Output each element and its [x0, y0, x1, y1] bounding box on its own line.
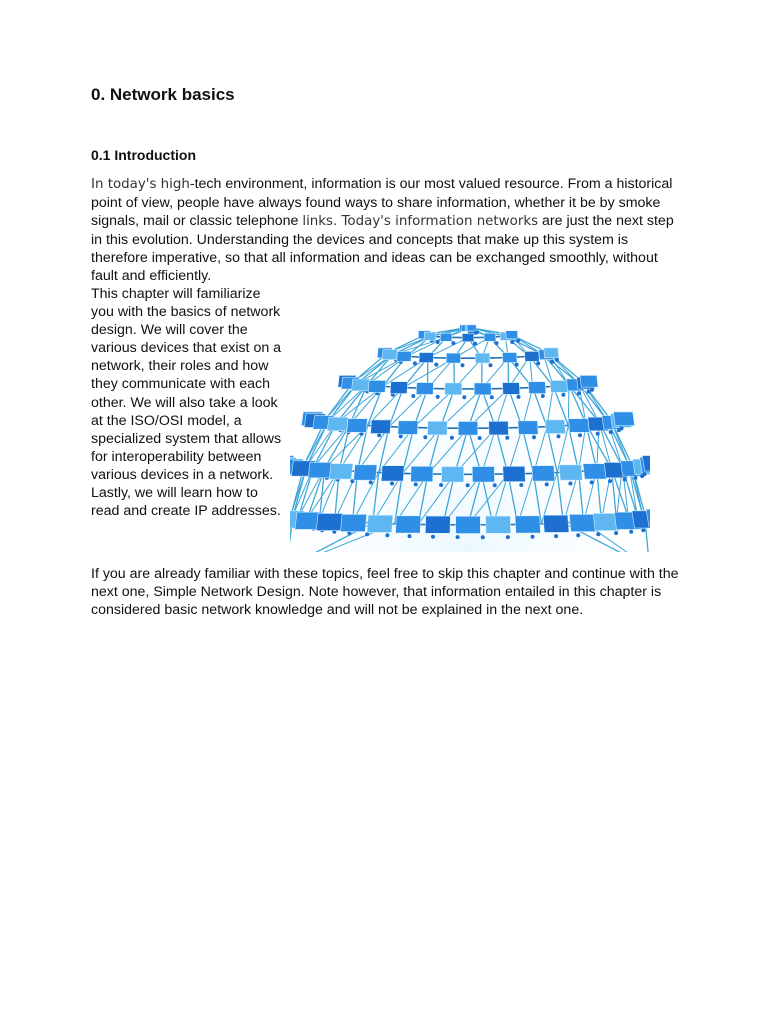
network-node	[474, 383, 491, 395]
network-node	[613, 412, 634, 426]
network-joint	[456, 535, 460, 539]
network-node	[543, 515, 569, 532]
network-joint	[466, 483, 470, 487]
network-joint	[399, 434, 403, 438]
network-joint	[545, 482, 549, 486]
network-joint	[596, 432, 600, 436]
section-title: 0.1 Introduction	[91, 147, 196, 163]
network-node	[368, 381, 386, 393]
network-joint	[414, 482, 418, 486]
network-joint	[577, 391, 581, 395]
network-joint	[555, 358, 559, 362]
network-node	[550, 381, 568, 393]
network-node	[327, 417, 348, 431]
network-joint	[493, 483, 497, 487]
network-joint	[517, 395, 521, 399]
network-joint	[451, 341, 455, 345]
network-node	[347, 419, 368, 433]
network-joint	[516, 339, 520, 343]
network-node	[559, 465, 582, 480]
network-joint	[510, 340, 514, 344]
network-joint	[576, 533, 580, 537]
network-joint	[641, 528, 645, 532]
network-node	[506, 331, 518, 339]
network-node	[528, 382, 546, 394]
network-joint	[620, 426, 624, 430]
network-node	[486, 516, 511, 533]
network-node	[484, 333, 496, 341]
network-node	[382, 350, 397, 360]
network-node	[329, 464, 353, 479]
network-node	[381, 466, 404, 481]
network-joint	[515, 363, 519, 367]
network-joint	[436, 395, 440, 399]
network-joint	[550, 360, 554, 364]
network-node	[502, 353, 517, 363]
intro-end: are just the next step in this evolution. Understanding the devices and concepts that make up this system is therefore imperative, so that all information and ideas can be exchanged smoothly, without fault and efficiently.	[91, 213, 674, 285]
network-node	[456, 516, 481, 533]
network-node	[545, 420, 565, 434]
network-joint	[408, 534, 412, 538]
network-joint	[481, 535, 485, 539]
network-joint	[478, 436, 482, 440]
network-joint	[411, 394, 415, 398]
network-node	[458, 422, 477, 436]
network-node	[489, 421, 509, 435]
network-joint	[505, 436, 509, 440]
chapter-title: 0. Network basics	[91, 85, 235, 104]
network-joint	[434, 363, 438, 367]
network-joint	[365, 532, 369, 536]
network-joint	[475, 330, 479, 334]
network-joint	[634, 476, 638, 480]
network-node	[340, 514, 366, 531]
network-node	[308, 462, 332, 477]
network-joint	[596, 532, 600, 536]
network-node	[518, 421, 538, 435]
network-joint	[642, 472, 646, 476]
network-node	[425, 516, 450, 533]
network-node	[475, 353, 489, 363]
network-node	[395, 516, 420, 533]
network-joint	[489, 363, 493, 367]
network-node	[416, 383, 433, 395]
network-joint	[608, 479, 612, 483]
network-node	[316, 513, 343, 530]
network-node	[428, 421, 448, 435]
network-joint	[568, 482, 572, 486]
network-joint	[377, 433, 381, 437]
network-node	[472, 467, 494, 482]
network-node	[580, 375, 598, 387]
network-node	[371, 420, 391, 434]
network-joint	[557, 434, 561, 438]
network-joint	[532, 435, 536, 439]
network-globe-icon	[290, 318, 650, 552]
intro-paragraph	[91, 175, 681, 286]
network-joint	[609, 430, 613, 434]
network-joint	[473, 342, 477, 346]
network-node	[467, 325, 476, 331]
network-node	[390, 382, 408, 394]
network-joint	[623, 478, 627, 482]
network-joint	[614, 531, 618, 535]
network-node	[532, 466, 555, 481]
intro-mid: -tech environment, information is our most valued resource. From a historical point of view, people have always found ways to share information, whether it be by smoke signals, mail or classic telephone	[91, 176, 673, 230]
network-joint	[590, 388, 594, 392]
network-node	[583, 464, 607, 479]
closing-paragraph: If you are already familiar with these topics, feel free to skip this chapter and continue with the next one, Simple Network Design. Note however, that information entailed in this chapter is considered basic network knowledge and will not be explained in the next one.	[91, 566, 679, 619]
network-joint	[431, 535, 435, 539]
network-joint	[423, 435, 427, 439]
network-node	[446, 353, 460, 363]
side-paragraph: This chapter will familiarize you with the basics of network design. We will cover the various devices that exist on a network, their roles and how they communicate with each other. We will also take a look at the ISO/OSI model, a specialized system that allows for interoperability between various devices in a network. Lastly, we will learn how to read and create IP addresses.	[91, 286, 282, 520]
network-joint	[629, 530, 633, 534]
network-joint	[369, 480, 373, 484]
network-node	[354, 465, 377, 480]
network-node	[462, 334, 474, 342]
network-joint	[536, 361, 540, 365]
network-joint	[385, 533, 389, 537]
network-node	[419, 353, 434, 363]
network-joint	[590, 480, 594, 484]
network-node	[398, 421, 418, 435]
network-node	[441, 467, 463, 482]
network-node	[352, 379, 370, 391]
network-joint	[439, 483, 443, 487]
network-node	[440, 333, 452, 341]
network-node	[524, 351, 539, 361]
network-joint	[554, 534, 558, 538]
network-joint	[413, 361, 417, 365]
intro-lead: In today's high	[91, 177, 190, 192]
network-joint	[531, 535, 535, 539]
network-joint	[436, 340, 440, 344]
network-node	[569, 419, 590, 433]
network-joint	[490, 395, 494, 399]
network-joint	[561, 393, 565, 397]
network-node	[397, 351, 412, 361]
network-node	[445, 383, 462, 395]
network-joint	[506, 535, 510, 539]
network-joint	[450, 436, 454, 440]
network-joint	[578, 433, 582, 437]
network-joint	[390, 482, 394, 486]
network-node	[569, 514, 595, 531]
network-node	[502, 383, 519, 395]
network-node	[411, 466, 434, 481]
intro-tail: links. Today's information networks	[302, 214, 539, 230]
network-node	[515, 516, 540, 533]
network-node	[424, 332, 436, 340]
network-node	[503, 466, 526, 481]
network-node	[544, 348, 559, 358]
network-joint	[541, 394, 545, 398]
network-joint	[462, 395, 466, 399]
network-joint	[461, 363, 465, 367]
network-joint	[495, 341, 499, 345]
network-joint	[519, 483, 523, 487]
network-node	[367, 515, 393, 532]
